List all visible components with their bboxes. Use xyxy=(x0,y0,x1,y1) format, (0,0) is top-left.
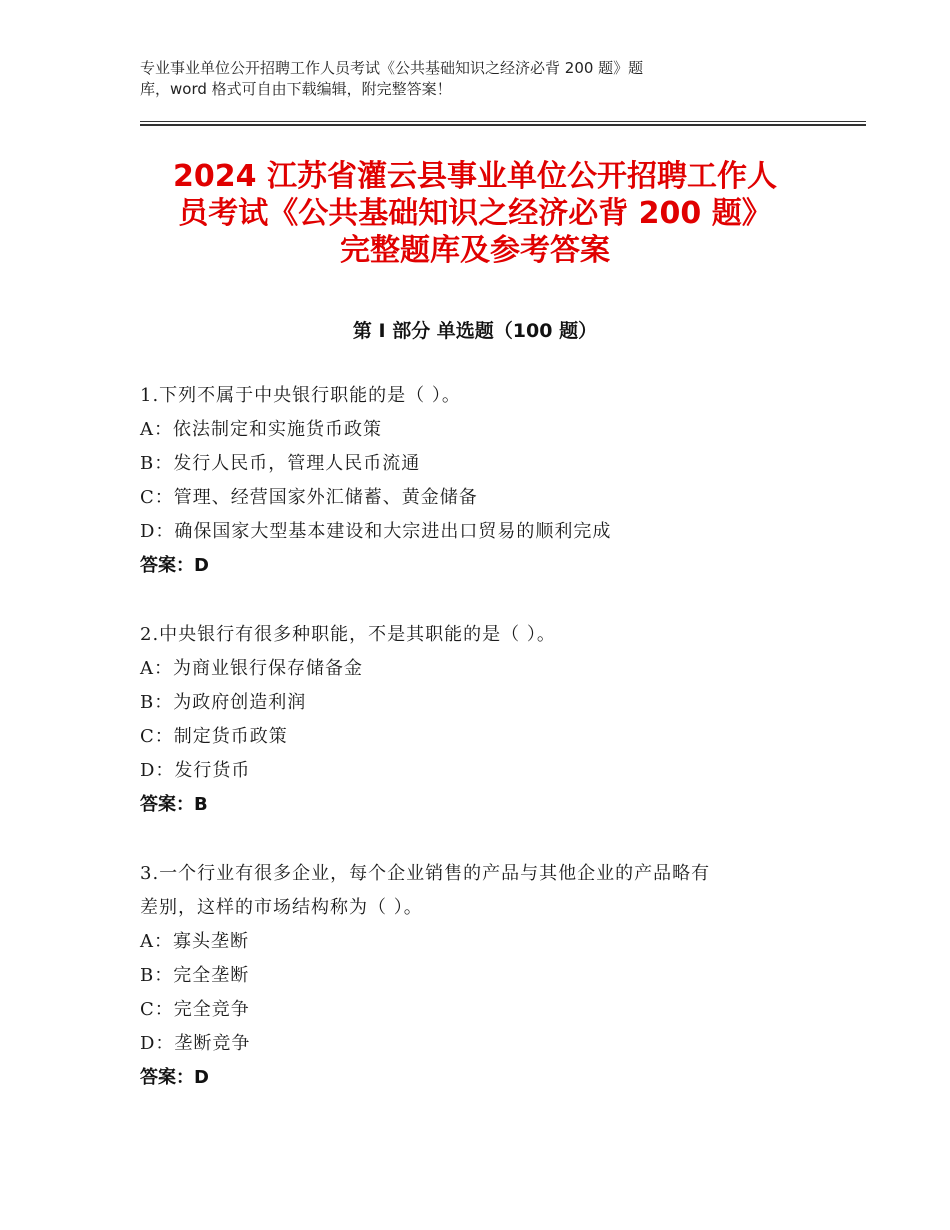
header-note-line-2: 库，word 格式可自由下载编辑，附完整答案！ xyxy=(140,80,452,98)
header-note xyxy=(140,58,780,100)
option-d: D：垄断竞争 xyxy=(140,1033,251,1054)
question-stem: 2.中央银行有很多种职能，不是其职能的是（ ）。 xyxy=(140,624,556,645)
header-note-line-1: 专业事业单位公开招聘工作人员考试《公共基础知识之经济必背 200 题》题 xyxy=(140,59,644,77)
question-stem-line-1: 3.一个行业有很多企业，每个企业销售的产品与其他企业的产品略有 xyxy=(140,863,711,884)
answer: 答案：D xyxy=(140,555,209,576)
option-a: A：依法制定和实施货币政策 xyxy=(140,419,382,440)
question-2 xyxy=(140,618,820,822)
question-1 xyxy=(140,379,820,583)
option-d: D：发行货币 xyxy=(140,760,251,781)
option-b: B：发行人民币，管理人民币流通 xyxy=(140,453,421,474)
answer: 答案：B xyxy=(140,794,208,815)
document-title-line-1: 2024 江苏省灌云县事业单位公开招聘工作人 xyxy=(173,159,777,194)
option-b: B：为政府创造利润 xyxy=(140,692,307,713)
question-3 xyxy=(140,857,820,1095)
question-stem-line-2: 差别，这样的市场结构称为（ ）。 xyxy=(140,897,423,918)
option-b: B：完全垄断 xyxy=(140,965,250,986)
option-c: C：制定货币政策 xyxy=(140,726,288,747)
answer: 答案：D xyxy=(140,1067,209,1088)
option-d: D：确保国家大型基本建设和大宗进出口贸易的顺利完成 xyxy=(140,521,612,542)
question-stem: 1.下列不属于中央银行职能的是（ ）。 xyxy=(140,385,461,406)
option-a: A：为商业银行保存储备金 xyxy=(140,658,363,679)
option-c: C：完全竞争 xyxy=(140,999,250,1020)
document-title-line-2: 员考试《公共基础知识之经济必背 200 题》 xyxy=(178,196,772,231)
header-divider-thick xyxy=(140,124,866,126)
section-title: 第 I 部分 单选题（100 题） xyxy=(352,320,598,342)
document-title xyxy=(130,158,820,269)
option-a: A：寡头垄断 xyxy=(140,931,249,952)
option-c: C：管理、经营国家外汇储蓄、黄金储备 xyxy=(140,487,478,508)
document-title-line-3: 完整题库及参考答案 xyxy=(340,233,610,268)
header-divider-thin xyxy=(140,121,866,122)
